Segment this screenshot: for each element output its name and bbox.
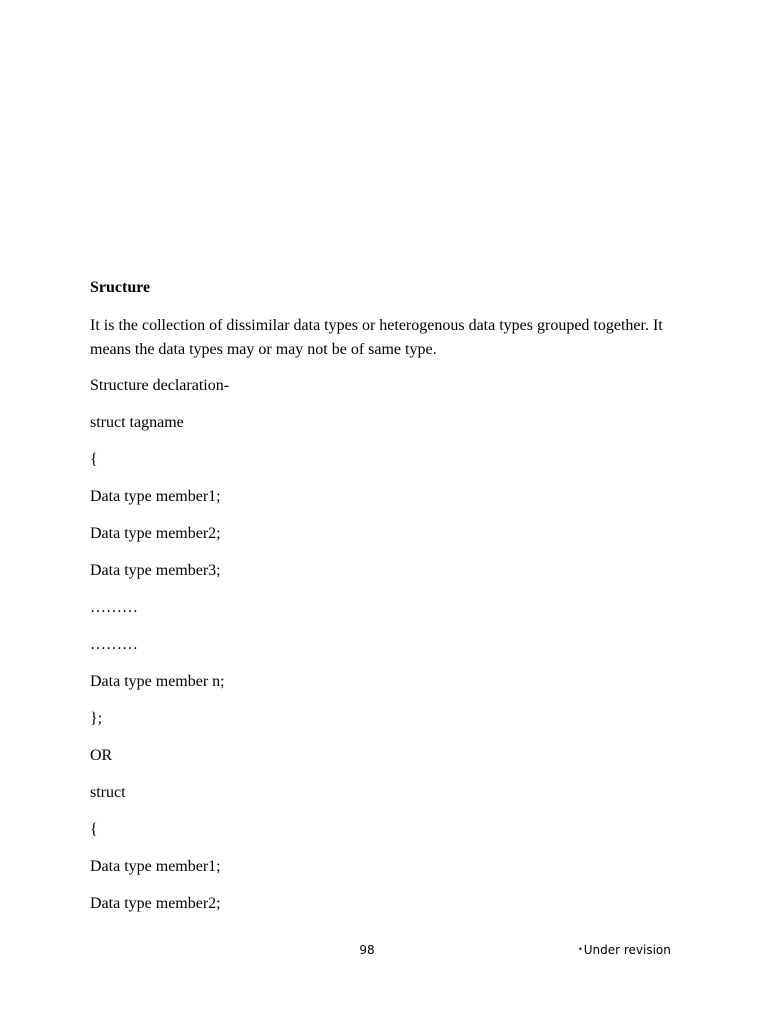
code-line: Data type member n; xyxy=(90,673,225,690)
code-line: Data type member2; xyxy=(90,895,221,912)
code-line: struct xyxy=(90,784,126,801)
bullet-icon: • xyxy=(578,945,583,954)
page-number: 98 xyxy=(359,943,375,957)
footer-note-text: Under revision xyxy=(583,943,671,957)
code-line: Data type member1; xyxy=(90,858,221,875)
code-line: Data type member1; xyxy=(90,488,221,505)
code-line: Data type member3; xyxy=(90,562,221,579)
code-line: }; xyxy=(90,710,103,727)
code-line: struct tagname xyxy=(90,414,184,431)
section-heading: Sructure xyxy=(90,279,151,296)
text-line: Structure declaration- xyxy=(90,377,230,394)
intro-paragraph: It is the collection of dissimilar data types or heterogenous data types grouped together. It means the data types may or may not be of same type. xyxy=(90,317,663,358)
code-line: Data type member2; xyxy=(90,525,221,542)
code-line: { xyxy=(90,451,98,468)
code-line: ……… xyxy=(90,636,138,653)
footer-note xyxy=(578,942,671,958)
code-lines xyxy=(90,376,229,931)
code-line: { xyxy=(90,821,98,838)
text-line: OR xyxy=(90,747,113,764)
code-line: ……… xyxy=(90,599,138,616)
